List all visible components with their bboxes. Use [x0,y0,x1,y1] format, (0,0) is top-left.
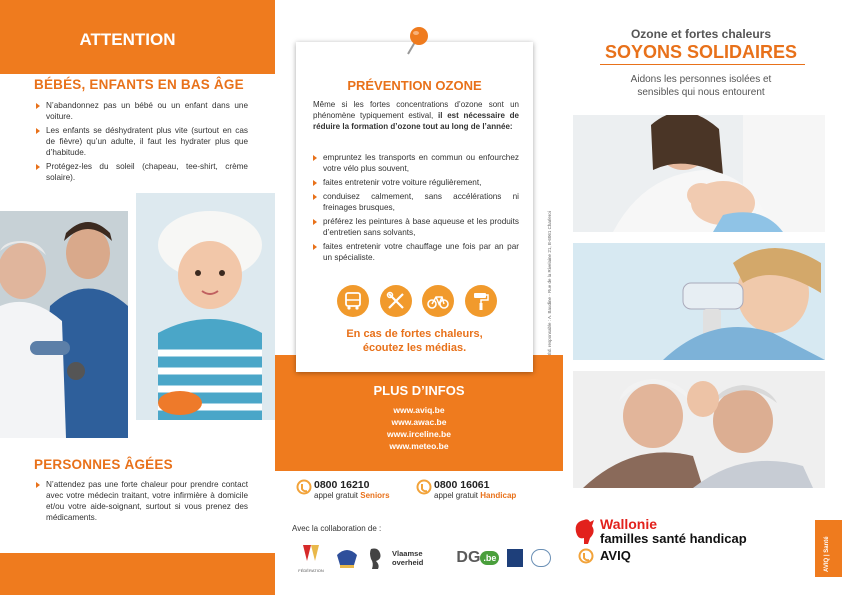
card-title: PRÉVENTION OZONE [347,78,482,93]
right-subtitle: Ozone et fortes chaleurs [630,27,772,41]
wallonie-text: Wallonie [600,516,658,532]
collaboration-label: Avec la collaboration de : [292,524,382,533]
lion-logo [368,545,384,571]
doctor-elderly-photo [0,211,128,438]
side-tab [815,520,842,577]
dg-text: DG [456,549,481,566]
pushpin-icon [400,24,430,63]
card-intro [313,99,519,132]
paint-roller-icon [465,285,497,317]
list-item: empruntez les transports en commun ou enfourchez votre vélo plus souvent, [313,152,519,174]
vlaamse-logo: Vlaamse overheid [392,549,424,567]
phone-icon [416,479,432,497]
aviq-mark-icon [578,548,594,566]
phone-target: Seniors [360,491,390,500]
familles-text: familles santé handicap [600,531,747,546]
link-awac[interactable]: www.awac.be [391,417,447,427]
dg-be-text: .be [480,551,499,565]
right-intro [570,73,832,99]
rooster-icon [572,518,598,546]
link-meteo[interactable]: www.meteo.be [389,441,449,451]
aviq-text: AVIQ [600,548,631,563]
dg-logo [456,549,499,567]
list-item: préférez les peintures à base aqueuse et les produits d’entretien sans solvants, [313,216,519,238]
phone-number: 0800 16061 [434,479,490,491]
phone-number: 0800 16210 [314,479,370,491]
intro-end: : [509,122,513,131]
editor-note [543,150,555,355]
list-item: conduisez calmement, sans accélérations ni freinages brusques, [313,191,519,213]
child-inhaler-photo [573,243,825,360]
attention-title: ATTENTION [79,30,176,49]
right-title: SOYONS SOLIDAIRES [604,42,798,62]
partner-logos [296,540,551,576]
more-info-title: PLUS D’INFOS [373,383,465,398]
intro-bold: il est nécessaire de réduire la formation d’ozone tout au long de l’année [313,111,519,131]
links-list [275,404,563,452]
intro-line-1: Aidons les personnes isolées et [630,74,772,85]
side-tab-text: AVIQ | Santé [824,536,830,572]
list-item: faites entretenir votre chauffage une fois par an par un spécialiste. [313,241,519,263]
irm-logo [507,549,523,567]
mother-baby-photo [573,115,825,232]
brussels-logo [334,545,360,571]
bus-icon [337,285,369,317]
bicycle-icon [422,285,454,317]
list-item: Protégez-les du soleil (chapeau, tee-shirt, crème solaire). [36,161,248,183]
babies-title: BÉBÉS, ENFANTS EN BAS ÂGE [34,77,244,92]
toddler-photo [136,193,275,420]
heat-line-1: En cas de fortes chaleurs, [346,328,483,340]
ozone-actions-list [313,152,519,266]
phone-icon [296,479,312,497]
phone-label: appel gratuit [434,491,481,500]
intro-line-2: sensibles qui nous entourent [637,87,765,98]
heat-line-2: écoutez les médias. [362,342,467,354]
celine-logo [531,549,551,567]
action-icons [337,285,497,317]
editor-text: Éd. responsable : A. Baudine · Rue de la Rivelaine 21, B-6061 Charleroi [547,211,552,355]
list-item: N’abandonnez pas un bébé ou un enfant dans une voiture. [36,100,248,122]
heat-message [296,327,533,355]
list-item: N’attendez pas une forte chaleur pour prendre contact avec votre médecin traitant, votre infirmière à domicile et/ou votre aide-soignant, surtout si vous prenez des médicaments. [36,479,248,523]
list-item: faites entretenir votre voiture régulièrement, [313,177,519,188]
title-divider [600,64,805,65]
left-bottom-bar [0,553,275,595]
babies-list [36,100,248,186]
link-irceline[interactable]: www.irceline.be [387,429,451,439]
federation-logo [296,543,326,573]
elderly-title: PERSONNES ÂGÉES [34,457,173,472]
intro-plain: Même si les fortes concentrations d’ozone sont un phénomène typiquement estival, [313,100,519,120]
tools-icon [380,285,412,317]
phone-label: appel gratuit [314,491,361,500]
list-item: Les enfants se déshydratent plus vite (surtout en cas de fièvre) qu’un adulte, il faut les hydrater plus que d’habitude. [36,125,248,158]
link-aviq[interactable]: www.aviq.be [393,405,445,415]
grandparents-photo [573,371,825,488]
phone-target: Handicap [480,491,517,500]
federation-text: FÉDÉRATION [298,568,324,573]
elderly-list [36,479,248,526]
